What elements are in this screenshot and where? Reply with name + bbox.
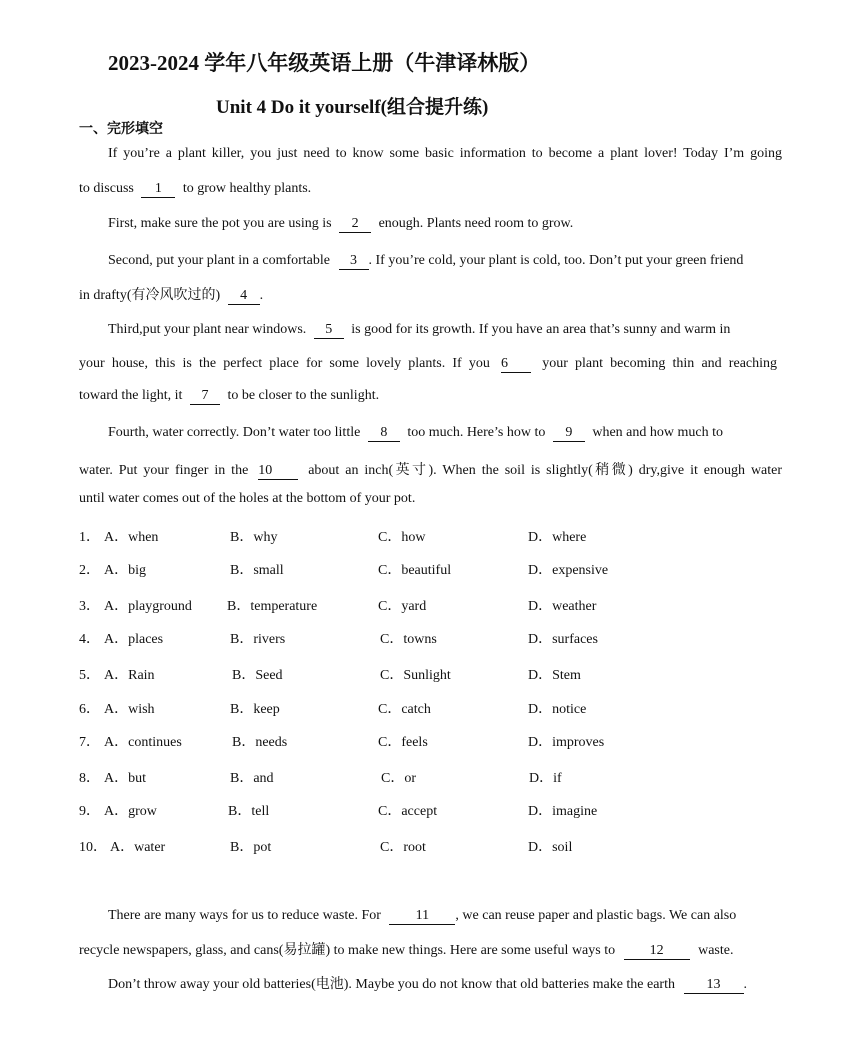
question-number: 4．	[79, 632, 100, 647]
passage-line	[79, 284, 263, 305]
passage-line	[108, 425, 723, 442]
text: recycle newspapers, glass, and cans(易拉罐) to make new things. Here are some useful ways to	[79, 943, 616, 958]
text: too much. Here’s how to	[407, 425, 546, 440]
passage-line	[108, 908, 736, 925]
option-a[interactable]: A．places	[104, 632, 164, 647]
option-a[interactable]: A．big	[104, 563, 146, 578]
text: Don’t throw away your old batteries(电池). Maybe you do not know that old batteries make the earth	[108, 977, 675, 992]
blank-6[interactable]: 6	[501, 356, 531, 373]
option-a[interactable]: A．playground	[104, 599, 192, 614]
blank-8[interactable]: 8	[368, 425, 400, 442]
question-row	[79, 595, 779, 615]
passage-line	[108, 146, 782, 162]
text: Third,put your plant near windows.	[108, 322, 307, 337]
question-row	[79, 698, 779, 718]
option-b[interactable]: B．rivers	[230, 632, 286, 647]
text: enough. Plants need room to grow.	[378, 216, 574, 231]
blank-1[interactable]: 1	[141, 181, 175, 198]
option-d[interactable]: D．notice	[528, 702, 587, 717]
blank-11[interactable]: 11	[389, 908, 455, 925]
text: water. Put your finger in the	[79, 463, 249, 478]
text: Second, put your plant in a comfortable	[108, 253, 330, 268]
text: to be closer to the sunlight.	[227, 388, 380, 403]
passage-line	[79, 388, 379, 405]
option-c[interactable]: C．root	[380, 840, 426, 855]
question-row	[79, 836, 779, 856]
passage-line	[108, 322, 730, 339]
question-number: 1．	[79, 530, 100, 545]
option-c[interactable]: C．beautiful	[378, 563, 452, 578]
option-d[interactable]: D．surfaces	[528, 632, 598, 647]
blank-3[interactable]: 3	[339, 253, 369, 270]
option-d[interactable]: D．where	[528, 530, 587, 545]
option-b[interactable]: B．why	[230, 530, 278, 545]
option-d[interactable]: D．imagine	[528, 804, 598, 819]
text: is good for its growth. If you have an area that’s sunny and warm in	[351, 322, 731, 337]
option-b[interactable]: B．needs	[232, 735, 288, 750]
question-row	[79, 559, 779, 579]
question-number: 6．	[79, 702, 100, 717]
option-b[interactable]: B．pot	[230, 840, 272, 855]
question-row	[79, 731, 779, 751]
passage-line	[79, 491, 415, 507]
option-c[interactable]: C．feels	[378, 735, 428, 750]
option-c[interactable]: C．or	[381, 771, 416, 786]
text: in drafty(有冷风吹过的)	[79, 288, 221, 303]
passage-line	[108, 253, 743, 270]
option-d[interactable]: D．soil	[528, 840, 573, 855]
option-c[interactable]: C．how	[378, 530, 426, 545]
question-number: 5．	[79, 668, 100, 683]
text: First, make sure the pot you are using is	[108, 216, 332, 231]
text: about an inch(英寸). When the soil is slightly(稍微) dry,give it enough water	[308, 463, 783, 478]
option-d[interactable]: D．weather	[528, 599, 597, 614]
question-number: 3．	[79, 599, 100, 614]
option-d[interactable]: D．Stem	[528, 668, 581, 683]
option-c[interactable]: C．catch	[378, 702, 431, 717]
text: your house, this is the perfect place for some lovely plants. If you	[79, 356, 490, 371]
question-number: 10．	[79, 840, 107, 855]
passage-line	[79, 939, 734, 960]
option-a[interactable]: A．water	[110, 840, 166, 855]
unit-subtitle: Unit 4 Do it yourself(组合提升练)	[216, 97, 489, 118]
question-number: 8．	[79, 771, 100, 786]
option-a[interactable]: A．but	[104, 771, 146, 786]
option-b[interactable]: B．keep	[230, 702, 280, 717]
option-b[interactable]: B．and	[230, 771, 274, 786]
text: waste.	[698, 943, 734, 958]
text: Fourth, water correctly. Don’t water too little	[108, 425, 361, 440]
option-b[interactable]: B．Seed	[232, 668, 283, 683]
passage-line	[79, 356, 777, 373]
option-a[interactable]: A．wish	[104, 702, 155, 717]
text: . If you’re cold, your plant is cold, too. Don’t put your green friend	[368, 253, 744, 268]
option-b[interactable]: B．tell	[228, 804, 270, 819]
text: .	[259, 288, 264, 303]
option-c[interactable]: C．yard	[378, 599, 427, 614]
blank-5[interactable]: 5	[314, 322, 344, 339]
text: until water comes out of the holes at the bottom of your pot.	[79, 491, 416, 506]
passage-line	[108, 973, 747, 994]
blank-2[interactable]: 2	[339, 216, 371, 233]
question-row	[79, 800, 779, 820]
option-a[interactable]: A．Rain	[104, 668, 155, 683]
text: to grow healthy plants.	[182, 181, 312, 196]
text: toward the light, it	[79, 388, 183, 403]
option-d[interactable]: D．if	[529, 771, 562, 786]
blank-7[interactable]: 7	[190, 388, 220, 405]
text: your plant becoming thin and reaching	[542, 356, 778, 371]
question-row	[79, 767, 779, 787]
question-number: 2．	[79, 563, 100, 578]
option-c[interactable]: C．Sunlight	[380, 668, 451, 683]
text: If you’re a plant killer, you just need to know some basic information to become a plant lover! Today I’m going	[108, 146, 782, 161]
option-a[interactable]: A．continues	[104, 735, 182, 750]
question-row	[79, 664, 779, 684]
option-b[interactable]: B．temperature	[227, 599, 318, 614]
page-title: 2023-2024 学年八年级英语上册（牛津译林版）	[108, 51, 541, 75]
text: .	[743, 977, 747, 992]
blank-10[interactable]: 10	[258, 463, 298, 480]
option-c[interactable]: C．accept	[378, 804, 438, 819]
question-number: 9．	[79, 804, 100, 819]
text: , we can reuse paper and plastic bags. We can also	[455, 908, 737, 923]
blank-9[interactable]: 9	[553, 425, 585, 442]
text: when and how much to	[592, 425, 724, 440]
blank-13[interactable]: 13	[684, 977, 744, 994]
question-row	[79, 526, 779, 546]
option-d[interactable]: D．expensive	[528, 563, 609, 578]
passage-line	[79, 181, 311, 198]
blank-12[interactable]: 12	[624, 943, 690, 960]
option-a[interactable]: A．when	[104, 530, 159, 545]
option-a[interactable]: A．grow	[104, 804, 157, 819]
text: There are many ways for us to reduce waste. For	[108, 908, 381, 923]
question-number: 7．	[79, 735, 100, 750]
option-b[interactable]: B．small	[230, 563, 284, 578]
blank-4[interactable]: 4	[228, 288, 260, 305]
passage-line	[108, 216, 573, 233]
passage-line	[79, 459, 782, 480]
text: to discuss	[79, 181, 134, 196]
section-heading: 一、完形填空	[79, 121, 163, 137]
option-c[interactable]: C．towns	[380, 632, 437, 647]
option-d[interactable]: D．improves	[528, 735, 605, 750]
question-row	[79, 628, 779, 648]
